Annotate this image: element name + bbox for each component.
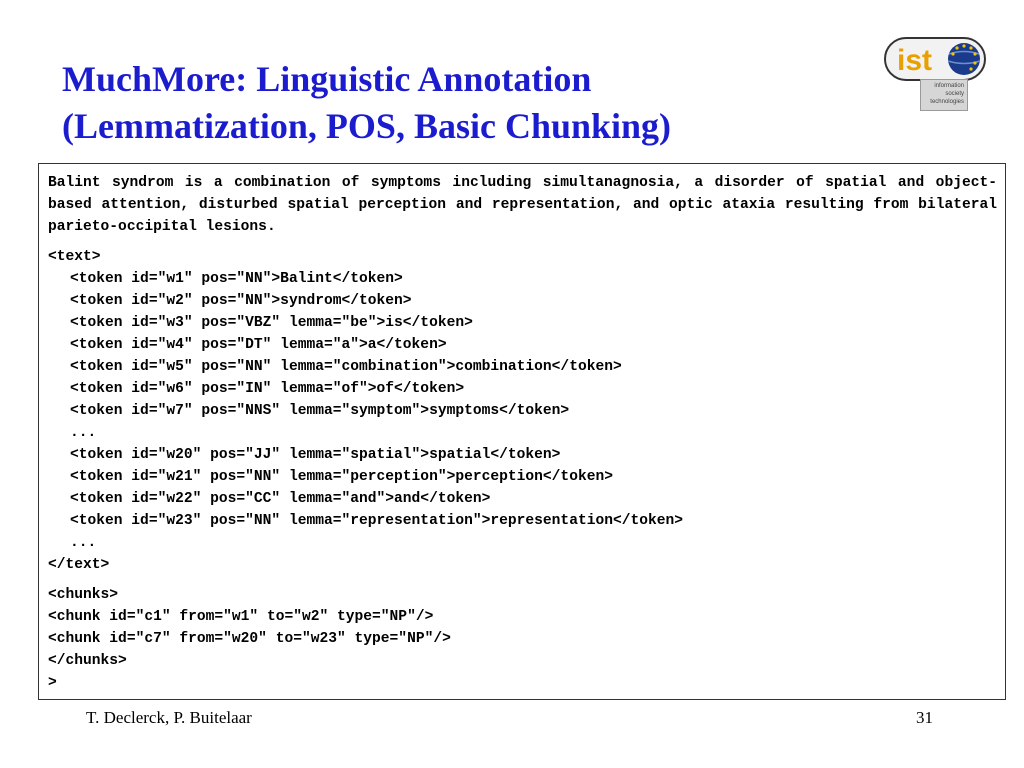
token-line: <token id="w23" pos="NN" lemma="representation">representation</token> [70, 513, 684, 529]
token-line: <token id="w7" pos="NNS" lemma="symptom">symptoms</token> [70, 403, 570, 419]
ellipsis-line: ... [70, 535, 97, 551]
text-close-tag: </text> [48, 557, 110, 573]
token-line: <token id="w6" pos="IN" lemma="of">of</token> [70, 381, 465, 397]
footer-authors: T. Declerck, P. Buitelaar [86, 708, 252, 727]
page-number: 31 [916, 708, 933, 727]
token-line: <token id="w2" pos="NN">syndrom</token> [70, 293, 412, 309]
chunks-xml-block [48, 584, 997, 694]
chunks-line: <chunk id="c1" from="w1" to="w2" type="NP"/> [48, 609, 434, 625]
token-line: <token id="w21" pos="NN" lemma="perception">perception</token> [70, 469, 613, 485]
token-line: <token id="w4" pos="DT" lemma="a">a</token> [70, 337, 447, 353]
chunks-line: </chunks> [48, 653, 127, 669]
chunks-line: <chunk id="c7" from="w20" to="w23" type="NP"/> [48, 631, 451, 647]
token-line: <token id="w1" pos="NN">Balint</token> [70, 271, 403, 287]
token-line: <token id="w22" pos="CC" lemma="and">and</token> [70, 491, 491, 507]
slide-title-line-2: (Lemmatization, POS, Basic Chunking) [62, 106, 672, 146]
globe-icon [948, 43, 980, 75]
logo-tagline-line: information [934, 83, 964, 89]
chunks-line: <chunks> [48, 587, 119, 603]
slide-title-line-1: MuchMore: Linguistic Annotation [62, 59, 592, 99]
logo-tagline-line: technologies [930, 99, 964, 105]
annotation-code-box [38, 163, 1006, 700]
intro-paragraph: Balint syndrom is a combination of symptoms including simultanagnosia, a disorder of spatial and object-based attention, disturbed spatial perception and representation, and optic ataxia resulting from bilateral parieto-occipital lesions. [48, 175, 997, 235]
logo-tagline [920, 79, 968, 111]
token-line: <token id="w3" pos="VBZ" lemma="be">is</token> [70, 315, 473, 331]
ist-logo-wordmark: ist [897, 44, 933, 77]
token-line: <token id="w5" pos="NN" lemma="combination">combination</token> [70, 359, 622, 375]
token-line: <token id="w20" pos="JJ" lemma="spatial">spatial</token> [70, 447, 561, 463]
text-open-tag: <text> [48, 249, 101, 265]
ellipsis-line: ... [70, 425, 97, 441]
logo-tagline-line: society [945, 91, 964, 97]
chunks-line: > [48, 675, 57, 691]
slide-title [62, 56, 882, 150]
text-xml-block [48, 246, 997, 576]
